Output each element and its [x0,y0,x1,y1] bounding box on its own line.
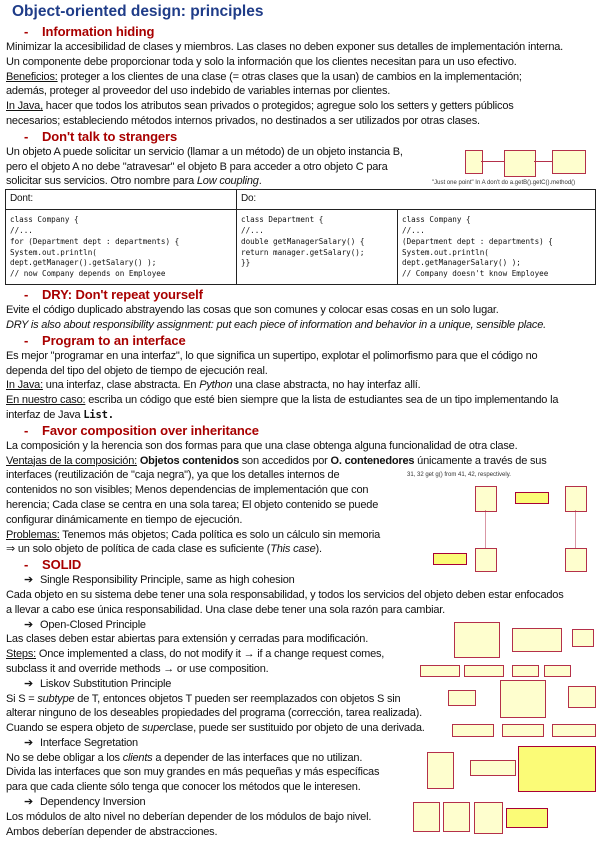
text-line: interfaces (reutilización de "caja negra"), ya que los detalles internos de [6,469,340,482]
text-line: Ambos deberían depender de abstracciones. [6,825,218,838]
srp-title [6,573,598,588]
text-line: pero el objeto A no debe "atravesar" el objeto B para acceder a otro objeto C para [6,160,388,173]
text-line: además, proteger al proveedor del uso indebido de variables internas por clientes. [6,85,391,98]
text-line [6,454,598,469]
label-underlined: En nuestro caso: [6,394,86,407]
uml-diagram-demeter [432,150,597,190]
text-segment: Cuando se espera objeto de [6,722,142,735]
uml-class-box [572,629,594,647]
text-line: Las clases deben estar abiertas para extensión y cerradas para modificación. [6,633,369,646]
uml-class-box [448,690,476,706]
diagram-caption: "Just one point" In A don't do a.getB().getC().method() [432,180,576,186]
uml-connector [534,161,552,162]
uml-class-box [500,680,546,718]
text-line: solicitar sus servicios. Otro nombre para Low coupling. [6,175,262,188]
uml-class-box [420,665,460,677]
text-segment: a depender de las interfaces que no utilizan. [152,751,363,764]
text-segment: ). [315,543,322,556]
text-segment: una clase abstracta, no hay interfaz allí. [232,379,421,392]
subheading-text: Liskov Substitution Principle [40,677,172,690]
heading-text: DRY: Don't repeat yourself [42,287,203,303]
uml-note [515,492,549,504]
uml-note [433,553,467,565]
text-segment: hacer que todos los atributos sean privados o protegidos; agregue solo los setters y getters públicos [42,100,514,113]
text-segment: son accedidos por [238,454,331,467]
text-line: Cada objeto en su sistema debe tener una sola responsabilidad, y todos los servicios del objeto deben estar enfocados [6,588,564,601]
uml-class-box [552,150,586,174]
heading-text: Favor composition over inheritance [42,422,259,438]
text-line: Minimizar la accesibilidad de clases y miembros. Las clases no deben exponer sus detalles de implementación interna. [6,41,564,53]
uml-connector [485,510,486,548]
uml-diagram-composition [405,472,595,572]
text-line: contenidos no son visibles; Menos dependencias de implementación que con [6,484,369,497]
text-line: DRY is also about responsibility assignment: put each piece of information and behavior in a unique, sensible place. [6,318,546,331]
label-underlined: Problemas: [6,528,60,541]
text-line: Un objeto A puede solicitar un servicio (llamar a un método) de un objeto instancia B, [6,145,403,158]
text-line: Evite el código duplicado abstrayendo las cosas que son comunes y colocar esas cosas en un solo lugar. [6,304,499,317]
text-segment: No se debe obligar a los [6,751,123,764]
arrow-icon: ➔ [24,796,34,809]
bullet-dash: - [24,24,29,39]
text-line [6,70,598,85]
uml-class-box [568,686,596,708]
text-line: a llevar a cabo ese única responsabilidad. Una clase debe tener una sola razón para cambiar. [6,603,445,616]
uml-note [518,746,596,792]
text-italic: This case [270,543,316,556]
bullet-dash: - [24,128,29,144]
text-italic: Low coupling [196,175,259,188]
uml-diagram-lsp [448,680,596,736]
uml-class-box [475,486,497,512]
text-line: necesarios; estableciendo métodos internos privados, no destinados a ser utilizados por otras clases. [6,114,480,127]
text-italic: Python [199,379,233,392]
text-line: para que cada cliente sólo tenga que conocer los métodos que le interesen. [6,781,361,794]
heading-text: Information hiding [42,24,155,39]
uml-class-box [565,548,587,572]
text-line: subclass it and override methods → or use composition. [6,662,269,675]
arrow-icon: ➔ [24,618,34,631]
label-underlined: Steps: [6,648,36,661]
label-underlined: Ventajas de la composición: [6,454,137,467]
text-segment: proteger a los clientes de una clase (= otras clases que la usan) de cambios en la implementación; [57,70,522,83]
dont-do-table [5,189,596,285]
arrow-icon: ➔ [24,677,34,690]
uml-diagram-ocp [420,622,596,676]
text-line [6,393,598,408]
text-bold: Objetos contenidos [139,454,239,467]
uml-connector [575,510,576,548]
subheading-text: Interface Segretation [40,736,138,749]
text-line: Un componente debe proporcionar toda y solo la información que los clientes necesitan para un uso efectivo. [6,55,517,68]
text-line: dependa del tipo del objeto de tiempo de ejecución real. [6,364,268,377]
text-line: alterar ninguno de los deseables propiedades del programa (corrección, tarea realizada). [6,707,422,720]
heading-information-hiding [6,24,598,40]
text-segment: ⇒ un solo objeto de política de cada clase es suficiente ( [6,543,271,556]
text-line [6,99,598,114]
uml-class-box [474,802,503,834]
text-line: configurar dinámicamente en tiempo de ejecución. [6,513,243,526]
uml-class-box [552,724,596,737]
uml-class-box [470,760,516,776]
arrow-icon: ➔ [24,736,34,749]
bullet-dash: - [24,422,29,438]
heading-text: SOLID [42,557,82,573]
subheading-text: Open-Closed Principle [40,618,146,631]
uml-class-box [454,622,500,658]
text-segment: Once implemented a class, do not modify it → if a change request comes, [36,648,385,661]
text-segment: de T, entonces objetos T pueden ser reemplazados con objetos S sin [74,692,401,705]
text-segment: solicitar sus servicios. Otro nombre para [6,175,197,188]
uml-class-box [465,150,483,174]
text-line: La composición y la herencia son dos formas para que una clase obtenga alguna funcionalidad de otra clase. [6,439,518,452]
bullet-dash: - [24,287,29,303]
text-line: herencia; Cada clase se centra en una sola tarea; El objeto contenido se puede [6,498,379,511]
bullet-dash: - [24,332,29,348]
uml-class-box [512,628,562,652]
heading-text: Program to an interface [42,332,186,348]
code-inline: List. [83,408,114,421]
text-italic: subtype [37,692,75,705]
page-title: Object-oriented design: principles [12,3,264,20]
uml-class-box [544,665,571,677]
text-segment: Si S = [6,692,38,705]
heading-text: Don't talk to strangers [42,128,178,144]
uml-class-box [502,724,544,737]
text-italic: super [141,722,169,735]
text-segment: clase, puede ser sustituido por objeto de una derivada. [168,722,425,735]
text-segment: interfaz de Java [6,408,84,421]
diagram-caption: 31, 32 get g() from 41, 42, respectively. [407,472,511,478]
text-line: Es mejor "programar en una interfaz", lo que significa un supertipo, explotar el polimorfismo para que el código no [6,349,538,362]
text-italic: clients [122,751,153,764]
uml-class-box [452,724,494,737]
uml-class-box [475,548,497,572]
code-do-company: class Company { //... (Department dept : departments) { System.out.println( dept.getManagerSalary() ); // Company doesn't know Employee [398,210,596,285]
bullet-dash: - [24,557,29,573]
label-underlined: Beneficios: [6,70,58,83]
code-dont: class Company { //... for (Department dept : departments) { System.out.println( dept.getManager().getSalary() ); // now Company depends on Employee [6,210,237,285]
heading-dont-talk [6,129,598,145]
text-segment: Tenemos más objetos; Cada política es solo un cálculo sin memoria [59,528,381,541]
do-header: Do: [237,190,596,210]
text-segment: una interfaz, clase abstracta. En [42,379,200,392]
arrow-icon: ➔ [24,574,34,587]
uml-class-box [565,486,587,512]
uml-class-box [512,665,539,677]
text-segment: únicamente a través de sus [414,454,547,467]
uml-connector [481,161,504,162]
text-line: Los módulos de alto nivel no deberían depender de los módulos de bajo nivel. [6,810,372,823]
text-segment: escriba un código que esté bien siempre que la lista de estudiantes sea de un tipo implementando la [85,394,559,407]
heading-composition [6,423,598,439]
subheading-text: Single Responsibility Principle, same as high cohesion [40,574,295,587]
text-bold: O. contenedores [330,454,415,467]
subheading-text: Dependency Inversion [40,796,146,809]
uml-class-box [413,802,440,832]
text-line [6,378,598,393]
label-underlined: In Java, [6,100,43,113]
uml-class-box [443,802,470,832]
uml-class-box [464,665,504,677]
code-do-department: class Department { //... double getManagerSalary() { return manager.getSalary(); }} [237,210,398,285]
uml-class-box [504,150,536,177]
uml-diagram-isp [410,744,596,836]
heading-dry [6,287,598,303]
uml-class-box [427,752,454,789]
dont-header: Dont: [6,190,237,210]
text-line: Divida las interfaces que son muy grandes en más pequeñas y más específicas [6,766,380,779]
text-line [6,408,598,423]
uml-note [506,808,548,828]
label-underlined: In Java: [6,379,43,392]
heading-program-interface [6,333,598,349]
